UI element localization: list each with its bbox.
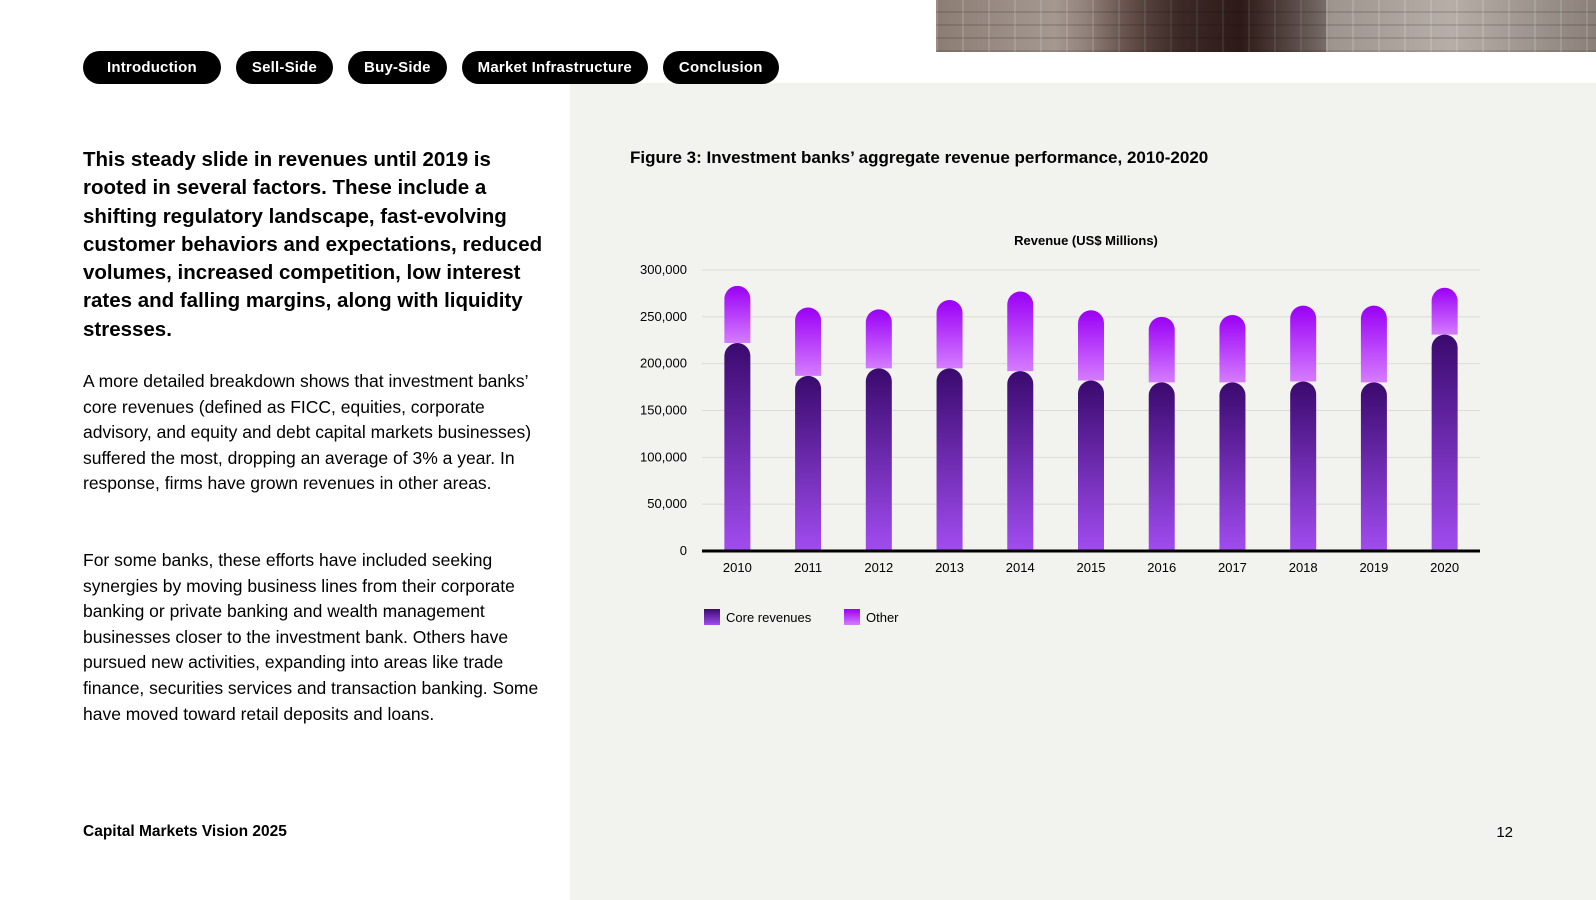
nav-buy-side-button[interactable]: Buy-Side (348, 51, 447, 84)
x-tick-label: 2010 (722, 560, 752, 575)
y-tick-label: 100,000 (640, 449, 687, 465)
chart-title: Revenue (US$ Millions) (1014, 233, 1158, 248)
bar-other-2010 (724, 286, 750, 343)
bar-other-2016 (1149, 317, 1175, 383)
bar-core-revenues-2017 (1219, 382, 1245, 551)
section-nav (83, 51, 779, 84)
bar-core-revenues-2016 (1149, 382, 1175, 551)
revenue-chart (620, 226, 1520, 646)
lead-paragraph: This steady slide in revenues until 2019 is rooted in several factors. These include a shifting regulatory landscape, fast-evolving customer behaviors and expectations, reduced volumes, increased competition, low interest rates and falling margins, along with liquidity stresses. (83, 148, 543, 341)
bar-other-2013 (937, 300, 963, 368)
y-tick-label: 150,000 (640, 402, 687, 418)
photo-shadow (1086, 0, 1326, 52)
body-paragraph-1: A more detailed breakdown shows that investment banks’ core revenues (defined as FICC, equities, corporate advisory, and equity and debt capital markets businesses) suffered the most, dropping an average of 3% a year. In response, firms have grown revenues in other areas. (83, 371, 532, 494)
x-tick-label: 2014 (1005, 560, 1035, 575)
nav-introduction-button[interactable]: Introduction (83, 51, 221, 84)
y-tick-label: 250,000 (640, 308, 687, 324)
y-tick-label: 300,000 (640, 262, 687, 277)
x-tick-label: 2013 (935, 560, 965, 575)
x-tick-label: 2012 (864, 560, 894, 575)
x-tick-label: 2020 (1430, 560, 1460, 575)
nav-sell-side-button[interactable]: Sell-Side (236, 51, 333, 84)
x-tick-label: 2016 (1147, 560, 1177, 575)
bar-core-revenues-2010 (724, 343, 750, 551)
bar-core-revenues-2014 (1007, 371, 1033, 551)
legend-label: Core revenues (726, 610, 812, 625)
page-number: 12 (1496, 824, 1513, 841)
bar-core-revenues-2018 (1290, 381, 1316, 551)
bar-other-2012 (866, 309, 892, 368)
y-tick-label: 200,000 (640, 355, 687, 371)
bar-core-revenues-2011 (795, 376, 821, 551)
y-axis-tick-labels (640, 262, 687, 558)
x-tick-label: 2015 (1076, 560, 1106, 575)
bar-other-2019 (1361, 306, 1387, 383)
figure-title: Figure 3: Investment banks’ aggregate revenue performance, 2010-2020 (630, 148, 1209, 167)
y-tick-label: 50,000 (647, 496, 687, 512)
legend-swatch (704, 609, 720, 625)
legend-swatch (844, 609, 860, 625)
x-tick-label: 2017 (1217, 560, 1247, 575)
footer-title: Capital Markets Vision 2025 (83, 823, 287, 840)
y-tick-label: 0 (679, 543, 687, 558)
bar-other-2017 (1219, 315, 1245, 382)
nav-market-infrastructure-button[interactable]: Market Infrastructure (462, 51, 648, 84)
bar-other-2015 (1078, 310, 1104, 380)
chart-bars (724, 286, 1457, 551)
bar-other-2020 (1432, 288, 1458, 335)
x-tick-label: 2019 (1359, 560, 1389, 575)
chart-legend (704, 609, 899, 625)
bar-other-2011 (795, 307, 821, 375)
bar-core-revenues-2012 (866, 368, 892, 551)
x-tick-label: 2018 (1288, 560, 1318, 575)
bar-other-2018 (1290, 306, 1316, 382)
nav-conclusion-button[interactable]: Conclusion (663, 51, 779, 84)
bar-core-revenues-2013 (937, 368, 963, 551)
bar-core-revenues-2019 (1361, 382, 1387, 551)
legend-label: Other (866, 610, 899, 625)
header-photo (936, 0, 1596, 52)
bar-core-revenues-2015 (1078, 381, 1104, 551)
bar-core-revenues-2020 (1432, 335, 1458, 551)
x-axis-tick-labels (723, 560, 1459, 575)
bar-other-2014 (1007, 292, 1033, 372)
x-tick-label: 2011 (794, 560, 823, 575)
body-paragraph-2: For some banks, these efforts have included seeking synergies by moving business lines from their corporate banking or private banking and wealth management businesses closer to the investment bank. Others have pursued new activities, expanding into areas like trade finance, securities services and transaction banking. Some have moved toward retail deposits and loans. (83, 550, 539, 724)
